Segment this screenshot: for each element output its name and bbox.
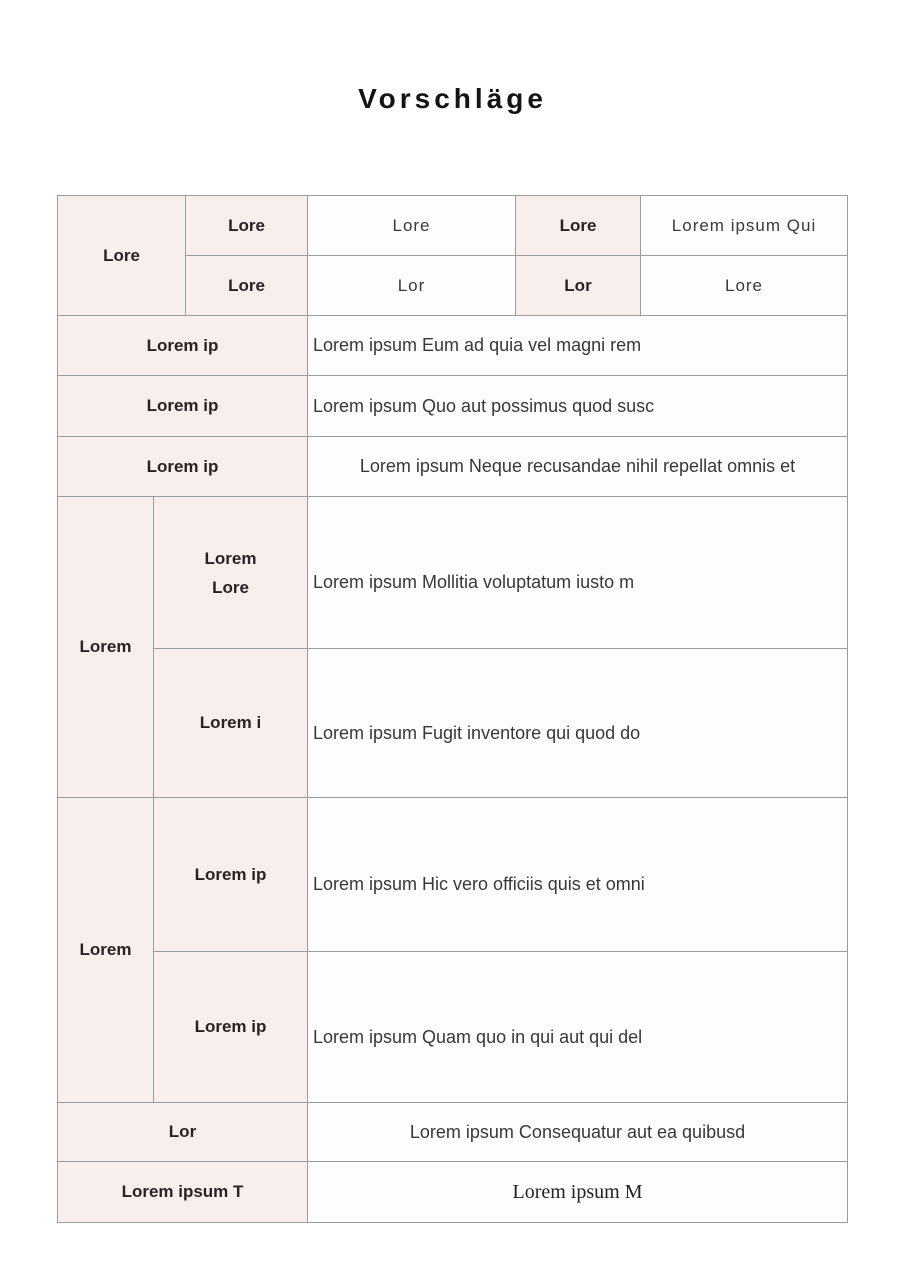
row-label-cell: Lorem ip — [154, 952, 308, 1103]
header-cell: Lor — [308, 256, 516, 316]
row-content-cell: Lorem ipsum Quam quo in qui aut qui del — [308, 952, 848, 1103]
table-row — [58, 798, 848, 952]
table-row — [58, 1103, 848, 1162]
row-label-cell: Lorem ipsum T — [58, 1162, 308, 1223]
row-label-cell — [154, 497, 308, 649]
row-content-cell: Lorem ipsum Hic vero officiis quis et omni — [308, 798, 848, 952]
header-cell: Lore — [308, 196, 516, 256]
row-label-cell: Lor — [58, 1103, 308, 1162]
row-content-cell: Lorem ipsum Consequatur aut ea quibusd — [308, 1103, 848, 1162]
row-content-cell: Lorem ipsum Fugit inventore qui quod do — [308, 649, 848, 798]
row-label-line: Lore — [212, 577, 249, 597]
row-label-cell: Lorem ip — [58, 376, 308, 437]
row-content-cell: Lorem ipsum Mollitia voluptatum iusto m — [308, 497, 848, 649]
group-side-cell: Lorem — [58, 497, 154, 798]
header-cell: Lore — [186, 196, 308, 256]
table-row — [58, 376, 848, 437]
row-label-cell: Lorem ip — [58, 437, 308, 497]
row-content-cell: Lorem ipsum Quo aut possimus quod susc — [308, 376, 848, 437]
table-row — [58, 497, 848, 649]
table-row — [58, 1162, 848, 1223]
header-cell: Lore — [641, 256, 848, 316]
table-row — [58, 649, 848, 798]
header-cell: Lorem ipsum Qui — [641, 196, 848, 256]
header-corner-cell: Lore — [58, 196, 186, 316]
page-title: Vorschläge — [358, 83, 547, 114]
row-label-line: Lorem — [204, 548, 257, 568]
group-side-cell: Lorem — [58, 798, 154, 1103]
row-label-cell: Lorem ip — [154, 798, 308, 952]
row-label-cell: Lorem i — [154, 649, 308, 798]
row-content-cell: Lorem ipsum M — [308, 1162, 848, 1223]
header-cell: Lor — [516, 256, 641, 316]
row-content-cell: Lorem ipsum Eum ad quia vel magni rem — [308, 316, 848, 376]
vorschlaege-table — [57, 195, 848, 1223]
header-cell: Lore — [186, 256, 308, 316]
header-cell: Lore — [516, 196, 641, 256]
table-row — [58, 952, 848, 1103]
table-row — [58, 316, 848, 376]
page-header — [0, 0, 905, 116]
row-label-cell: Lorem ip — [58, 316, 308, 376]
table-row — [58, 437, 848, 497]
row-content-cell: Lorem ipsum Neque recusandae nihil repellat omnis et — [308, 437, 848, 497]
row-label-lines — [154, 544, 307, 602]
header-row-1 — [58, 196, 848, 256]
